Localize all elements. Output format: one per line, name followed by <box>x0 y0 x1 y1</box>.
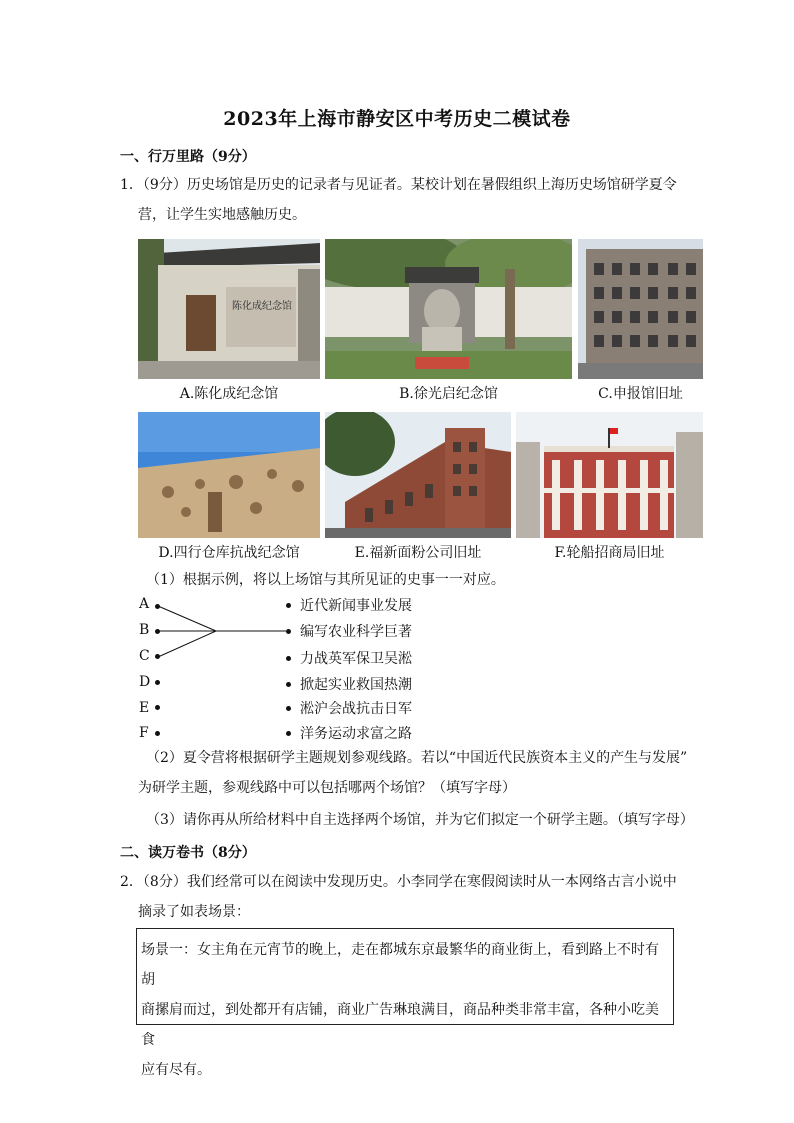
match-item-1: 近代新闻事业发展 <box>300 598 412 614</box>
scene-line-2: 商摞肩而过，到处都开有店铺，商业广告琳琅满目，商品种类非常丰富，各种小吃美食 <box>141 1002 659 1048</box>
question-1-part-2: （2）夏令营将根据研学主题规划参观线路。若以“中国近代民族资本主义的产生与发展” <box>146 750 688 766</box>
match-label-f: F <box>139 725 149 741</box>
photo-china-merchants-building <box>516 412 703 538</box>
match-item-6: 洋务运动求富之路 <box>300 726 412 742</box>
photo-caption-a: A.陈化成纪念馆 <box>179 386 279 402</box>
match-item-2: 编写农业科学巨著 <box>300 624 412 640</box>
match-dot-right-1 <box>286 603 291 608</box>
scene-excerpt-box <box>136 928 674 1078</box>
match-dot-right-6 <box>286 731 291 736</box>
match-dot-left-e <box>155 705 160 710</box>
photo-caption-c: C.申报馆旧址 <box>598 386 683 402</box>
match-dot-right-2 <box>286 629 291 634</box>
scene-line-1: 场景一：女主角在元宵节的晚上，走在都城东京最繁华的商业街上，看到路上不时有胡 <box>141 942 659 988</box>
match-dot-left-d <box>155 680 160 685</box>
match-label-a: A <box>139 596 150 612</box>
question-1-text: 1．（9分）历史场馆是历史的记录者与见证者。某校计划在暑假组织上海历史场馆研学夏令 <box>120 177 677 193</box>
match-dot-right-5 <box>286 706 291 711</box>
match-label-b: B <box>139 622 150 638</box>
photo-shenbao-building <box>578 239 703 379</box>
photo-caption-f: F.轮船招商局旧址 <box>554 545 665 561</box>
match-item-4: 掀起实业救国热潮 <box>300 677 412 693</box>
photo-xu-guangqi-memorial <box>325 239 572 379</box>
question-1-text-cont: 营，让学生实地感触历史。 <box>138 207 306 223</box>
photo-sihang-warehouse <box>138 412 320 538</box>
question-1-part-3: （3）请你再从所给材料中自主选择两个场馆，并为它们拟定一个研学主题。（填写字母） <box>146 812 694 828</box>
question-2-text: 2．（8分）我们经常可以在阅读中发现历史。小李同学在寒假阅读时从一本网络古言小说中 <box>120 874 677 890</box>
photo-caption-e: E.福新面粉公司旧址 <box>354 545 482 561</box>
memorial-sign-text: 陈化成纪念馆 <box>232 301 292 312</box>
section-2-heading: 二、读万卷书（8分） <box>120 845 256 861</box>
match-dot-left-f <box>155 731 160 736</box>
match-item-5: 淞沪会战抗击日军 <box>300 701 412 717</box>
match-label-d: D <box>139 674 151 690</box>
photo-fuxin-flour-mill <box>325 412 511 538</box>
match-dot-right-3 <box>286 656 291 661</box>
photo-caption-d: D.四行仓库抗战纪念馆 <box>158 545 300 561</box>
section-1-heading: 一、行万里路（9分） <box>120 149 256 165</box>
photo-caption-b: B.徐光启纪念馆 <box>399 386 498 402</box>
match-item-3: 力战英军保卫吴淞 <box>300 651 412 667</box>
match-label-e: E <box>139 700 150 716</box>
match-dot-right-4 <box>286 682 291 687</box>
photo-chen-huacheng-memorial <box>138 239 320 379</box>
page-title: 2023年上海市静安区中考历史二模试卷 <box>223 108 571 130</box>
match-connector-lines <box>150 600 300 662</box>
question-1-part-1: （1）根据示例，将以上场馆与其所见证的史事一一对应。 <box>146 572 505 588</box>
question-2-text-cont: 摘录了如表场景： <box>138 904 250 920</box>
match-label-c: C <box>139 648 150 664</box>
scene-line-3: 应有尽有。 <box>141 1062 211 1078</box>
question-1-part-2-cont: 为研学主题，参观线路中可以包括哪两个场馆？（填写字母） <box>138 780 516 796</box>
